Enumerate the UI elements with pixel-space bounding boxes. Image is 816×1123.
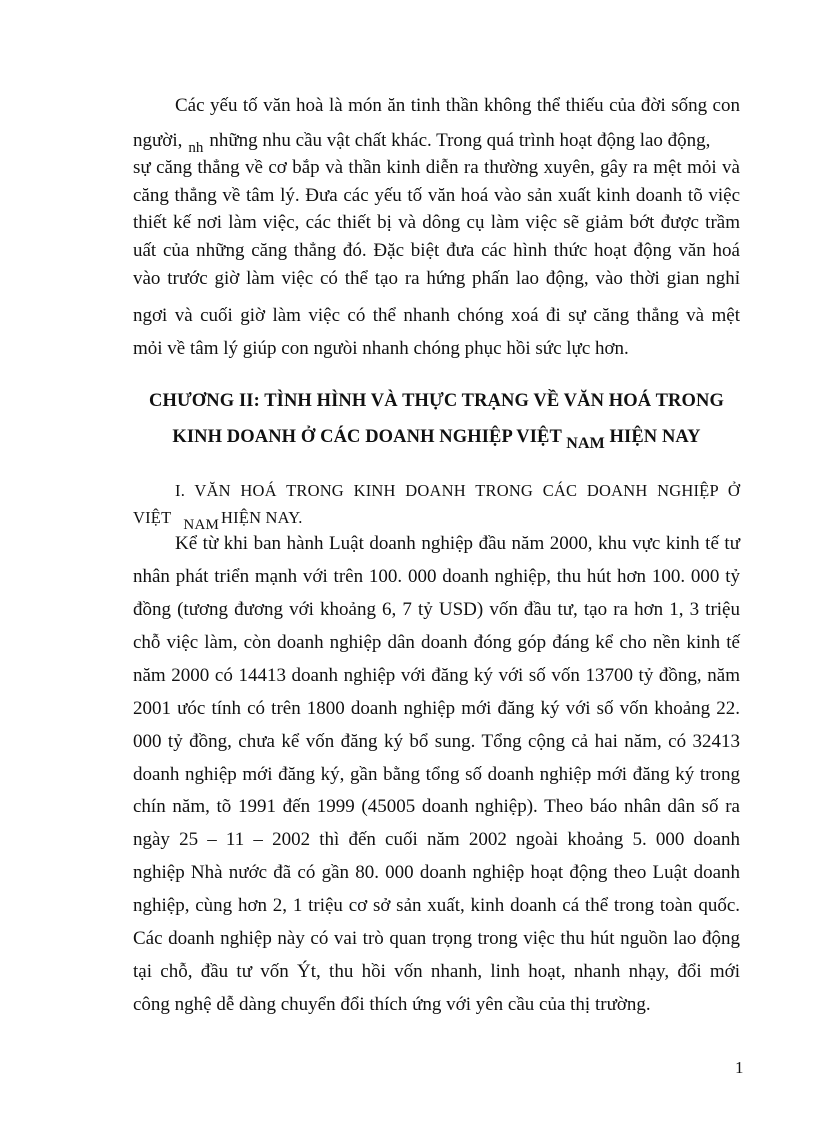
paragraph-line: chỗ việc làm, còn doanh nghiệp dân doanh đóng góp đáng kể cho nền kinh tế bbox=[133, 632, 740, 653]
paragraph-fragment: những nhu cầu vật chất khác. Trong quá trình hoạt động lao động, bbox=[209, 130, 711, 151]
paragraph-line: ngơi và cuối giờ làm việc có thể nhanh chóng xoá đi sự căng thẳng và mệt bbox=[133, 305, 740, 326]
paragraph-line: nghiệp Nhà nước đã có gần 80. 000 doanh nghiệp hoạt động theo Luật doanh bbox=[133, 862, 740, 883]
paragraph-line: ngày 25 – 11 – 2002 thì đến cuối năm 2002 ngoài khoảng 5. 000 doanh bbox=[133, 829, 740, 850]
chapter-heading-line: CHƯƠNG II: TÌNH HÌNH VÀ THỰC TRẠNG VỀ VĂN HOÁ TRONG bbox=[149, 391, 724, 411]
paragraph-line: doanh nghiệp mới đăng ký, gần bằng tổng số doanh nghiệp mới đăng ký trong bbox=[133, 764, 740, 785]
paragraph-line: 2001 ưóc tính có trên 1800 doanh nghiệp mới đăng ký với số vốn khoảng 22. bbox=[133, 698, 740, 719]
paragraph-line: Các doanh nghiệp này có vai trò quan trọng trong việc thu hút nguồn lao động bbox=[133, 928, 740, 949]
paragraph-line: 000 tỷ đồng, chưa kể vốn đăng ký bổ sung. Tổng cộng cả hai năm, có 32413 bbox=[133, 731, 740, 752]
paragraph-line: nhân phát triển mạnh với trên 100. 000 doanh nghiệp, thu hút hơn 100. 000 tỷ bbox=[133, 566, 740, 587]
paragraph-line: Kể từ khi ban hành Luật doanh nghiệp đầu năm 2000, khu vực kinh tế tư bbox=[175, 533, 740, 554]
section-heading-fragment: HIỆN NAY. bbox=[221, 508, 303, 527]
paragraph-line: sự căng thẳng về cơ bắp và thần kinh diễn ra thường xuyên, gây ra mệt mỏi và bbox=[133, 157, 740, 178]
paragraph-line: Các yếu tố văn hoà là món ăn tinh thần không thể thiếu của đời sống con bbox=[175, 95, 740, 116]
chapter-heading-fragment: HIỆN NAY bbox=[609, 427, 701, 447]
paragraph-line: mỏi về tâm lý giúp con ngưòi nhanh chóng phục hồi sức lực hơn. bbox=[133, 338, 629, 359]
paragraph-line: tại chỗ, đầu tư vốn Ýt, thu hồi vốn nhanh, linh hoạt, nhanh nhạy, đổi mới bbox=[133, 961, 740, 982]
paragraph-line: thiết kế nơi làm việc, các thiết bị và dông cụ làm việc sẽ giảm bớt được trầm bbox=[133, 212, 740, 233]
paragraph-line: căng thẳng về tâm lý. Đưa các yếu tố văn hoá vào sản xuất kinh doanh tõ việc bbox=[133, 185, 740, 206]
chapter-heading-line bbox=[133, 423, 740, 452]
paragraph-line: nghiệp, cùng hơn 2, 1 triệu cơ sở sản xuất, kinh doanh cá thể trong toàn quốc. bbox=[133, 895, 740, 916]
paragraph-fragment: người, bbox=[133, 130, 183, 151]
paragraph-line: năm 2000 có 14413 doanh nghiệp với đăng ký với số vốn 13700 tỷ đồng, năm bbox=[133, 665, 740, 686]
small-text-fragment: nh bbox=[188, 140, 204, 156]
section-heading-line: I. VĂN HOÁ TRONG KINH DOANH TRONG CÁC DOANH NGHIỆP Ở bbox=[175, 481, 740, 500]
chapter-heading-fragment: KINH DOANH Ở CÁC DOANH NGHIỆP VIỆT bbox=[172, 427, 562, 447]
paragraph-line: công nghệ dễ dàng chuyển đổi thích ứng với yên cầu của thị trường. bbox=[133, 994, 651, 1015]
paragraph-line: đồng (tương đương với khoảng 6, 7 tỷ USD) vốn đầu tư, tạo ra hơn 1, 3 triệu bbox=[133, 599, 740, 620]
section-heading-line bbox=[133, 504, 740, 533]
small-text-fragment: NAM bbox=[183, 517, 220, 533]
paragraph-line bbox=[133, 127, 740, 156]
paragraph-line: vào trước giờ làm việc có thể tạo ra hứng phấn lao động, vào thời gian nghỉ bbox=[133, 268, 740, 289]
page-number: 1 bbox=[735, 1058, 744, 1077]
small-text-fragment: NAM bbox=[566, 435, 605, 452]
paragraph-line: chín năm, tõ 1991 đến 1999 (45005 doanh nghiệp). Theo báo nhân dân số ra bbox=[133, 796, 740, 817]
section-heading-fragment: VIỆT bbox=[133, 508, 172, 527]
paragraph-line: uất của những căng thẳng đó. Đặc biệt đưa các hình thức hoạt động văn hoá bbox=[133, 240, 740, 261]
